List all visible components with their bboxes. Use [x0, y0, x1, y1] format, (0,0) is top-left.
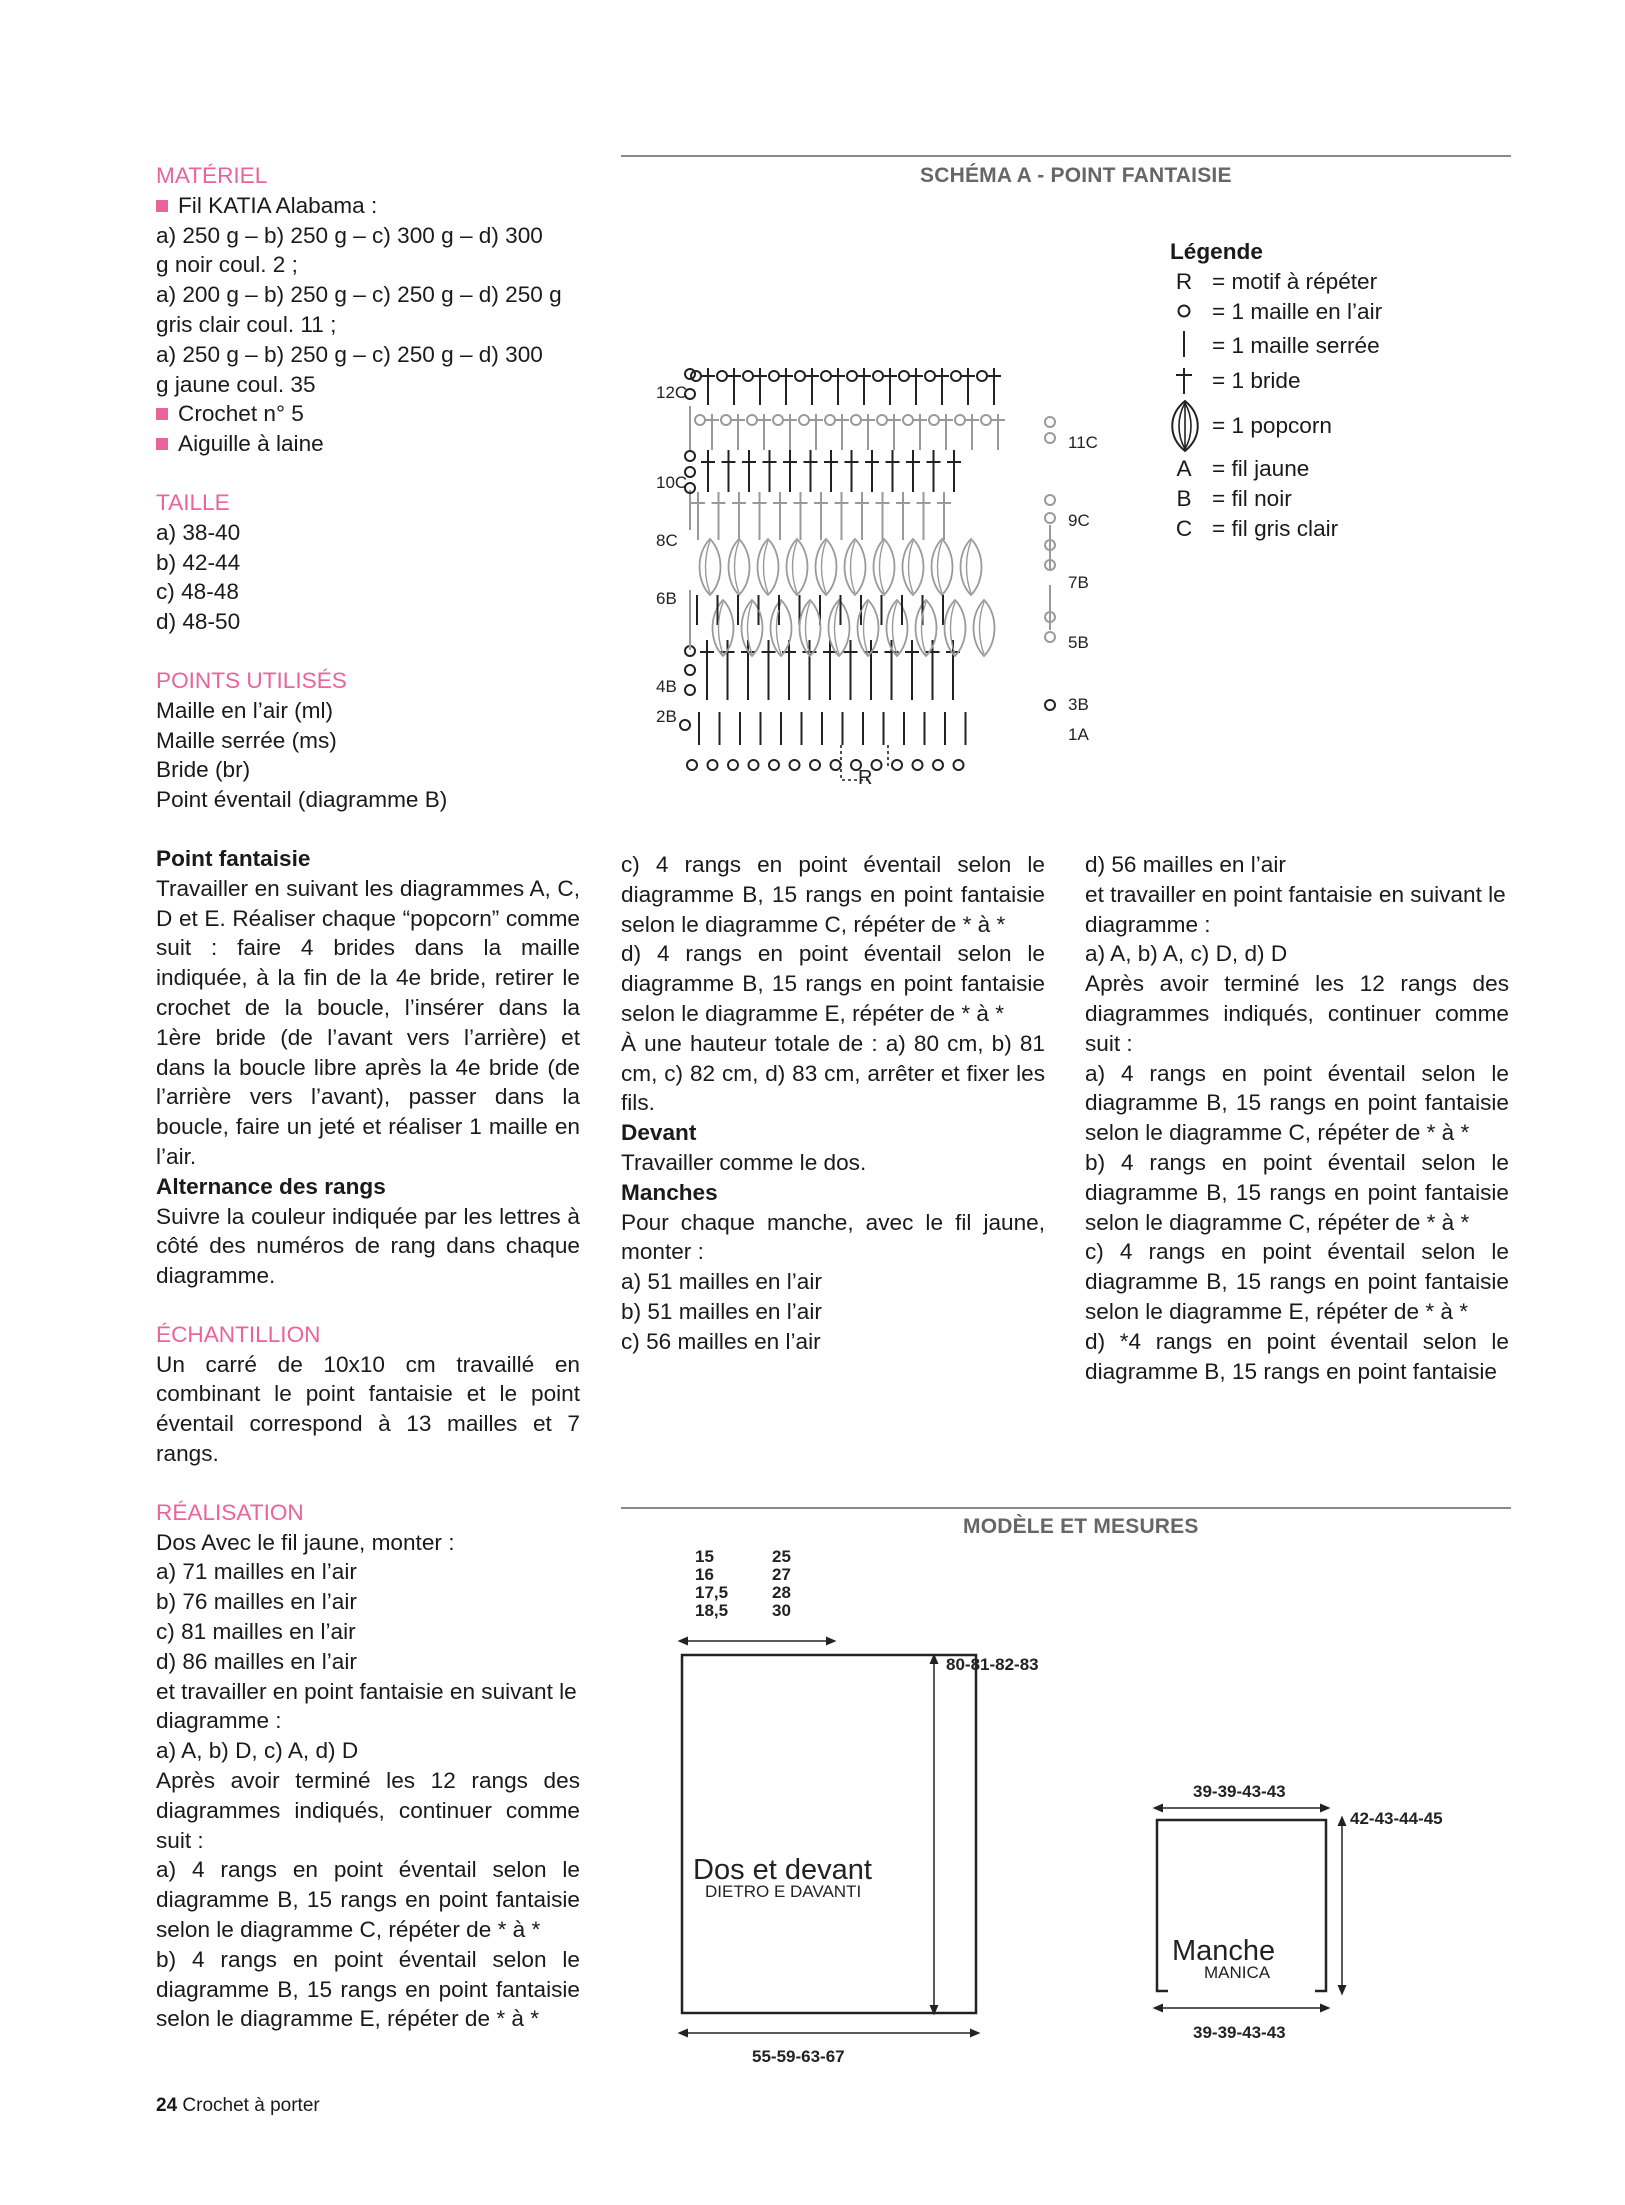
modele-rule: [621, 1507, 1511, 1509]
manche-bottom-measure: 39-39-43-43: [1193, 2023, 1286, 2042]
popcorn-inner: [851, 541, 856, 593]
realisation-b: b) 4 rangs en point éventail selon le diagramme B, 15 rangs en point fantaisie selon le diagramme E, répéter de * à *: [156, 1946, 580, 2032]
chain-stitch: [747, 415, 757, 425]
middle-d-text: d) 4 rangs en point éventail selon le diagramme B, 15 rangs en point fantaisie selon le diagramme E, répéter de * à *: [621, 941, 1045, 1026]
right-after: Après avoir terminé les 12 rangs des diagrammes indiqués, continuer comme suit :: [1085, 971, 1509, 1056]
chain-stitch: [981, 415, 991, 425]
right-column: [1085, 850, 1509, 1386]
manches-item: c) 56 mailles en l’air: [621, 1328, 821, 1354]
measure-value: 27: [772, 1565, 791, 1584]
manche-label: Manche: [1172, 1935, 1276, 1967]
legend-text: = fil jaune: [1212, 456, 1310, 481]
realisation-after: Après avoir terminé les 12 rangs des diagrammes indiqués, continuer comme suit :: [156, 1768, 580, 1853]
popcorn-inner: [706, 541, 711, 593]
measure-value: 16: [695, 1565, 714, 1584]
legend-row: [1170, 514, 1339, 544]
chain-stitch: [691, 371, 701, 381]
chain-stitch: [743, 371, 753, 381]
chain-stitch: [680, 720, 690, 730]
measure-value: 15: [695, 1547, 714, 1566]
top-right-measures: [772, 1547, 791, 1620]
manches-heading: Manches: [621, 1179, 718, 1205]
popcorn-inner: [719, 602, 724, 654]
materiel-needle: Aiguille à laine: [156, 429, 580, 459]
right-follow: et travailler en point fantaisie en suivant le diagramme :: [1085, 881, 1506, 937]
page-number: 24: [156, 2095, 178, 2116]
right-c-text: c) 4 rangs en point éventail selon le diagramme B, 15 rangs en point fantaisie selon le diagramme E, répéter de * à *: [1085, 1239, 1509, 1324]
repeat-label: R: [858, 767, 873, 789]
chain-stitch: [892, 760, 902, 770]
legend-row: [1170, 267, 1378, 297]
chain-icon: [1170, 299, 1198, 329]
popcorn-stitch: [932, 539, 953, 595]
row-label: 11C: [1068, 433, 1098, 452]
taille-item: c) 48-48: [156, 579, 239, 605]
realisation-intro: Dos Avec le fil jaune, monter :: [156, 1529, 455, 1555]
chain-stitch: [903, 415, 913, 425]
materiel-line: gris clair coul. 11 ;: [156, 311, 337, 337]
chain-stitch: [933, 760, 943, 770]
devant-text: Travailler comme le dos.: [621, 1149, 867, 1175]
manches-item: b) 51 mailles en l’air: [621, 1298, 822, 1324]
middle-c-text: c) 4 rangs en point éventail selon le diagramme B, 15 rangs en point fantaisie selon le diagramme C, répéter de * à *: [621, 852, 1045, 937]
chain-stitch: [873, 371, 883, 381]
manches-text: Pour chaque manche, avec le fil jaune, monter :: [621, 1209, 1045, 1265]
realisation-item: a) 71 mailles en l’air: [156, 1559, 357, 1585]
measure-value: 30: [772, 1601, 791, 1620]
chain-stitch: [1045, 495, 1055, 505]
single-crochet-icon: [1170, 329, 1198, 367]
chain-stitch: [1045, 417, 1055, 427]
chain-stitch: [695, 415, 705, 425]
row-label: 5B: [1068, 633, 1089, 652]
legend-row: [1170, 454, 1310, 484]
chain-stitch: [769, 371, 779, 381]
popcorn-stitch: [945, 600, 966, 656]
right-d-line: d) 56 mailles en l’air: [1085, 852, 1286, 877]
right-d-text: d) *4 rangs en point éventail selon le diagramme B, 15 rangs en point fantaisie: [1085, 1328, 1509, 1384]
top-left-measures: [695, 1547, 728, 1620]
right-a-text: a) 4 rangs en point éventail selon le diagramme B, 15 rangs en point fantaisie selon le diagramme C, répéter de * à *: [1085, 1060, 1509, 1146]
chain-stitch: [1045, 513, 1055, 523]
chain-stitch: [810, 760, 820, 770]
row-label: 9C: [1068, 511, 1090, 530]
row-label: 6B: [656, 589, 677, 608]
popcorn-stitch: [874, 539, 895, 595]
row-label: 2B: [656, 707, 677, 726]
chain-stitch: [685, 685, 695, 695]
row-label: 7B: [1068, 573, 1089, 592]
chain-stitch: [1045, 632, 1055, 642]
chain-stitch: [825, 415, 835, 425]
popcorn-stitch: [974, 600, 995, 656]
points-list: [156, 696, 580, 815]
chain-stitch: [951, 371, 961, 381]
popcorn-stitch: [787, 539, 808, 595]
dos-devant-shape: [682, 1655, 976, 2013]
chain-stitch: [851, 415, 861, 425]
chain-stitch: [685, 451, 695, 461]
manche-top-measure: 39-39-43-43: [1193, 1782, 1286, 1801]
taille-item: a) 38-40: [156, 519, 241, 545]
popcorn-stitch: [845, 539, 866, 595]
chain-stitch: [728, 760, 738, 770]
legend-text: = fil noir: [1212, 486, 1292, 511]
echantillon-heading: ÉCHANTILLION: [156, 1321, 321, 1347]
chain-stitch: [795, 371, 805, 381]
width-measure: 55-59-63-67: [752, 2047, 845, 2066]
legend-text: = 1 popcorn: [1212, 412, 1332, 438]
chain-stitch: [925, 371, 935, 381]
devant-heading: Devant: [621, 1120, 697, 1146]
popcorn-stitch: [903, 539, 924, 595]
chain-stitch: [913, 760, 923, 770]
row-label: 3B: [1068, 695, 1089, 714]
echantillon-text: Un carré de 10x10 cm travaillé en combinant le point fantaisie et le point éventail correspond à 13 mailles et 7 rangs.: [156, 1351, 580, 1467]
chain-stitch: [773, 415, 783, 425]
chain-stitch: [769, 760, 779, 770]
chain-stitch: [790, 760, 800, 770]
dos-sublabel: DIETRO E DAVANTI: [705, 1882, 862, 1901]
legend-text: = 1 maille en l’air: [1212, 299, 1383, 324]
bullet-square-icon: [156, 408, 168, 420]
realisation-item: c) 81 mailles en l’air: [156, 1619, 356, 1645]
legend-text: = 1 bride: [1212, 367, 1301, 393]
popcorn-inner: [909, 541, 914, 593]
legend-row: [1170, 297, 1383, 327]
popcorn-inner: [951, 602, 956, 654]
chain-stitch: [847, 371, 857, 381]
chain-stitch: [685, 665, 695, 675]
popcorn-inner: [864, 602, 869, 654]
popcorn-inner: [793, 541, 798, 593]
popcorn-inner: [938, 541, 943, 593]
row-label: 10C: [656, 473, 688, 492]
crochet-chart: [620, 200, 1140, 800]
schema-rule: [621, 155, 1511, 157]
bullet-square-icon: [156, 200, 168, 212]
taille-list: [156, 518, 580, 637]
chain-stitch: [929, 415, 939, 425]
left-column: [156, 161, 580, 2034]
row-label: 4B: [656, 677, 677, 696]
chain-stitch: [708, 760, 718, 770]
popcorn-stitch: [961, 539, 982, 595]
bullet-square-icon: [156, 438, 168, 450]
legend-text: = 1 maille serrée: [1212, 332, 1380, 358]
realisation-item: d) 86 mailles en l’air: [156, 1648, 357, 1674]
popcorn-stitch: [758, 539, 779, 595]
point-item: Point éventail (diagramme B): [156, 787, 448, 813]
popcorn-inner: [880, 541, 885, 593]
point-item: Maille en l’air (ml): [156, 697, 334, 723]
materiel-line: g jaune coul. 35: [156, 371, 316, 397]
chain-stitch: [977, 371, 987, 381]
popcorn-inner: [764, 541, 769, 593]
legend-row: [1170, 397, 1332, 454]
legend: [1170, 237, 1383, 544]
legend-text: = motif à répéter: [1212, 269, 1378, 294]
chain-stitch: [799, 415, 809, 425]
legend-row: [1170, 484, 1292, 514]
taille-item: d) 48-50: [156, 609, 241, 635]
chain-stitch: [872, 760, 882, 770]
fantaisie-heading: Point fantaisie: [156, 845, 311, 871]
chain-stitch: [821, 371, 831, 381]
materiel-line: a) 250 g – b) 250 g – c) 250 g – d) 300: [156, 341, 543, 367]
manches-list: [621, 1267, 1045, 1356]
chain-stitch: [899, 371, 909, 381]
legend-symbol: B: [1176, 486, 1192, 511]
taille-item: b) 42-44: [156, 549, 241, 575]
fantaisie-text: Travailler en suivant les diagrammes A, C, D et E. Réaliser chaque “popcorn” comme suit : faire 4 brides dans la maille indiquée, à la fin de la 4e bride, retirer le crochet de la boucle, l’insérer dans la 1ère bride (de l’avant vers l’arrière) et dans la boucle libre après la 4e bride (de l’arrière vers l’avant), passer dans la boucle, faire un jeté et réaliser 1 maille en l’air.: [156, 875, 580, 1169]
dos-label: Dos et devant: [693, 1854, 872, 1886]
magazine-title: Crochet à porter: [182, 2095, 320, 2116]
manches-item: a) 51 mailles en l’air: [621, 1269, 822, 1295]
popcorn-stitch: [887, 600, 908, 656]
chain-stitch: [954, 760, 964, 770]
alternance-heading: Alternance des rangs: [156, 1173, 386, 1199]
chain-stitch: [831, 760, 841, 770]
popcorn-inner: [822, 541, 827, 593]
popcorn-stitch: [713, 600, 734, 656]
hauteur-text: À une hauteur totale de : a) 80 cm, b) 81 cm, c) 82 cm, d) 83 cm, arrêter et fixer les fils.: [621, 1030, 1045, 1116]
schema-title: SCHÉMA A - POINT FANTAISIE: [920, 164, 1232, 187]
popcorn-inner: [967, 541, 972, 593]
chain-stitch: [687, 760, 697, 770]
chain-stitch: [717, 371, 727, 381]
points-heading: POINTS UTILISÉS: [156, 667, 347, 693]
modele-title: MODÈLE ET MESURES: [963, 1515, 1199, 1538]
realisation-list: [156, 1557, 580, 1676]
materiel-quantities: [156, 221, 580, 400]
popcorn-inner: [835, 602, 840, 654]
legend-text: = fil gris clair: [1212, 516, 1339, 541]
legend-symbol: C: [1175, 516, 1193, 541]
chain-stitch: [1045, 700, 1055, 710]
chain-stitch: [877, 415, 887, 425]
materiel-line: g noir coul. 2 ;: [156, 252, 298, 278]
popcorn-inner: [893, 602, 898, 654]
popcorn-icon: [1170, 399, 1198, 461]
materiel-hook: Crochet n° 5: [156, 399, 580, 429]
legend-row: [1170, 364, 1301, 397]
row-label: 8C: [656, 531, 678, 550]
materiel-line: a) 250 g – b) 250 g – c) 300 g – d) 300: [156, 222, 543, 248]
legend-title: Légende: [1170, 239, 1263, 264]
chain-stitch: [749, 760, 759, 770]
alternance-text: Suivre la couleur indiquée par les lettres à côté des numéros de rang dans chaque diagramme.: [156, 1203, 580, 1289]
popcorn-stitch: [700, 539, 721, 595]
taille-heading: TAILLE: [156, 489, 230, 515]
realisation-item: b) 76 mailles en l’air: [156, 1589, 357, 1615]
measure-value: 28: [772, 1583, 791, 1602]
measure-value: 25: [772, 1547, 791, 1566]
schematic: [620, 1540, 1520, 2100]
chain-stitch: [721, 415, 731, 425]
chain-stitch: [955, 415, 965, 425]
manche-side-measure: 42-43-44-45: [1350, 1809, 1443, 1828]
row-label: 1A: [1068, 725, 1089, 744]
legend-symbol: A: [1176, 456, 1192, 481]
realisation-diag: a) A, b) D, c) A, d) D: [156, 1738, 359, 1764]
right-diag: a) A, b) A, c) D, d) D: [1085, 941, 1288, 967]
realisation-a: a) 4 rangs en point éventail selon le diagramme B, 15 rangs en point fantaisie selon le diagramme C, répéter de * à *: [156, 1857, 580, 1943]
point-item: Maille serrée (ms): [156, 727, 337, 753]
footer: [156, 2095, 320, 2117]
point-item: Bride (br): [156, 757, 251, 783]
popcorn-stitch: [816, 539, 837, 595]
popcorn-inner: [735, 541, 740, 593]
right-b-text: b) 4 rangs en point éventail selon le diagramme B, 15 rangs en point fantaisie selon le diagramme C, répéter de * à *: [1085, 1149, 1509, 1235]
measure-value: 17,5: [695, 1583, 729, 1602]
row-label: 12C: [656, 383, 688, 402]
legend-row: [1170, 327, 1380, 364]
popcorn-stitch: [829, 600, 850, 656]
legend-symbol: R: [1175, 269, 1193, 294]
chain-stitch: [1045, 433, 1055, 443]
middle-column: [621, 850, 1045, 1357]
materiel-heading: MATÉRIEL: [156, 163, 268, 188]
measure-value: 18,5: [695, 1601, 729, 1620]
manche-sublabel: MANICA: [1204, 1963, 1271, 1982]
chain-stitch: [685, 369, 695, 379]
realisation-follow: et travailler en point fantaisie en suivant le diagramme :: [156, 1678, 577, 1734]
height-measure: 80-81-82-83: [946, 1655, 1039, 1674]
materiel-yarn: Fil KATIA Alabama :: [156, 191, 580, 221]
popcorn-inner: [980, 602, 985, 654]
realisation-heading: RÉALISATION: [156, 1499, 304, 1525]
popcorn-stitch: [729, 539, 750, 595]
materiel-line: a) 200 g – b) 250 g – c) 250 g – d) 250 g: [156, 282, 562, 308]
